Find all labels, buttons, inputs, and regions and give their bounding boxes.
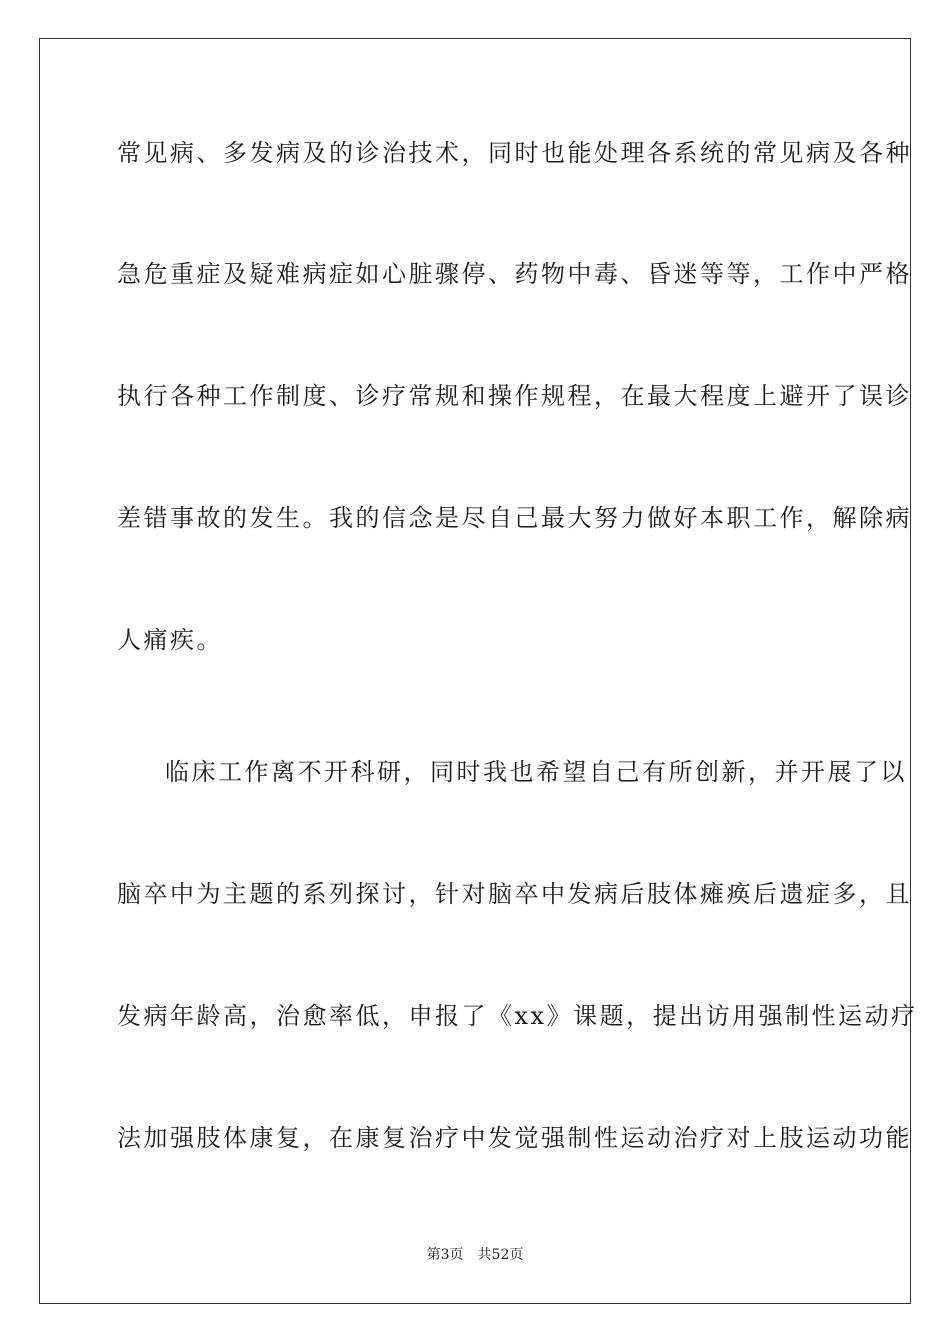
text-line: 常见病、多发病及的诊治技术，同时也能处理各系统的常见病及各种 xyxy=(117,139,912,167)
current-page-label: 第3页 xyxy=(426,1247,464,1263)
text-line: 法加强肢体康复，在康复治疗中发觉强制性运动治疗对上肢运动功能 xyxy=(117,1124,912,1152)
paragraph-first-line: 临床工作离不开科研，同时我也希望自己有所创新，并开展了以 xyxy=(165,758,907,786)
text-line: 发病年龄高，治愈率低，申报了《xx》课题，提出访用强制性运动疗 xyxy=(117,1002,918,1030)
text-line: 急危重症及疑难病症如心脏骤停、药物中毒、昏迷等等，工作中严格 xyxy=(117,260,912,288)
page-number-footer xyxy=(0,1246,950,1264)
text-line: 脑卒中为主题的系列探讨，针对脑卒中发病后肢体瘫痪后遗症多，且 xyxy=(117,880,912,908)
total-pages-label: 共52页 xyxy=(477,1247,524,1263)
text-line: 人痛疾。 xyxy=(117,626,223,654)
text-line: 执行各种工作制度、诊疗常规和操作规程，在最大程度上避开了误诊 xyxy=(117,382,912,410)
page-border xyxy=(39,38,918,1304)
text-line: 差错事故的发生。我的信念是尽自己最大努力做好本职工作，解除病 xyxy=(117,504,912,532)
